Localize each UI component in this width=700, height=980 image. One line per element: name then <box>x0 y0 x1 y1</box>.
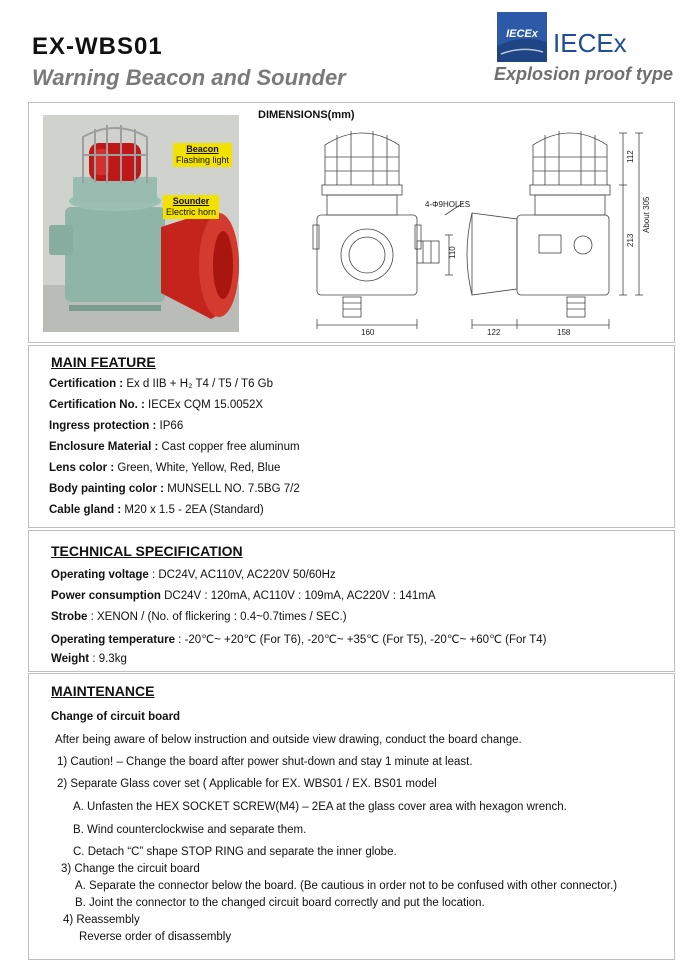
dim-122: 122 <box>487 328 501 337</box>
product-photo <box>43 115 239 332</box>
technical-spec-heading: TECHNICAL SPECIFICATION <box>51 543 243 559</box>
maintenance-step-2b: B. Wind counterclockwise and separate them. <box>73 824 307 836</box>
maintenance-intro: After being aware of below instruction and outside view drawing, conduct the board change. <box>55 734 522 746</box>
spec-power-consumption: Power consumption DC24V : 120mA, AC110V : 109mA, AC220V : 141mA <box>51 590 436 602</box>
maintenance-step-3: 3) Change the circuit board <box>61 863 200 875</box>
sounder-callout <box>163 195 219 219</box>
maintenance-section <box>28 673 675 960</box>
beacon-callout <box>173 143 232 167</box>
beacon-description: Flashing light <box>176 155 230 165</box>
maintenance-step-4: 4) Reassembly <box>63 914 140 926</box>
dim-160: 160 <box>361 328 375 337</box>
dim-158: 158 <box>557 328 571 337</box>
dim-110: 110 <box>448 246 457 259</box>
product-title: EX-WBS01 <box>32 33 163 60</box>
maintenance-heading: MAINTENANCE <box>51 683 155 699</box>
maintenance-step-2: 2) Separate Glass cover set ( Applicable for EX. WBS01 / EX. BS01 model <box>57 778 437 790</box>
feature-certification-no: Certification No. : IECEx CQM 15.0052X <box>49 399 264 411</box>
main-feature-heading: MAIN FEATURE <box>51 354 156 370</box>
spec-strobe: Strobe : XENON / (No. of flickering : 0.4~0.7times / SEC.) <box>51 611 347 623</box>
beacon-label: Beacon <box>186 144 219 154</box>
spec-weight: Weight : 9.3kg <box>51 653 127 665</box>
feature-certification: Certification : Ex d IIB + H₂ T4 / T5 / T6 Gb <box>49 378 274 390</box>
dimension-drawing <box>267 123 672 338</box>
spec-operating-voltage: Operating voltage : DC24V, AC110V, AC220V 50/60Hz <box>51 569 336 581</box>
brand-name: IECEx <box>553 28 627 58</box>
dim-about-305: About 305 <box>642 196 651 233</box>
maintenance-step-4a: Reverse order of disassembly <box>79 931 232 943</box>
maintenance-step-2a: A. Unfasten the HEX SOCKET SCREW(M4) – 2EA at the glass cover area with hexagon wrench. <box>73 801 567 813</box>
maintenance-step-2c: C. Detach “C” shape STOP RING and separate the inner globe. <box>73 846 397 858</box>
feature-cable-gland: Cable gland : M20 x 1.5 - 2EA (Standard) <box>49 504 264 516</box>
dim-112: 112 <box>626 150 635 163</box>
brand-tagline: Explosion proof type <box>494 64 674 84</box>
sounder-description: Electric horn <box>166 207 217 217</box>
spec-operating-temperature: Operating temperature : -20℃~ +20℃ (For T6), -20℃~ +35℃ (For T5), -20℃~ +60℃ (For T4) <box>51 634 547 646</box>
feature-ingress: Ingress protection : IP66 <box>49 420 184 432</box>
iecex-logo-text: IECEx <box>506 28 538 40</box>
hole-dimension-label: 4-Φ9HOLES <box>425 200 471 209</box>
feature-body-painting: Body painting color : MUNSELL NO. 7.5BG 7/2 <box>49 483 300 495</box>
feature-lens-color: Lens color : Green, White, Yellow, Red, Blue <box>49 462 281 474</box>
product-overview-panel <box>28 102 675 343</box>
maintenance-step-1: 1) Caution! – Change the board after power shut-down and stay 1 minute at least. <box>57 756 473 768</box>
iecex-logo <box>497 12 547 62</box>
feature-enclosure: Enclosure Material : Cast copper free aluminum <box>49 441 300 453</box>
maintenance-subheading: Change of circuit board <box>51 711 181 723</box>
sounder-label: Sounder <box>172 196 210 206</box>
main-feature-section <box>28 345 675 528</box>
product-subtitle: Warning Beacon and Sounder <box>32 65 346 90</box>
maintenance-step-3b: B. Joint the connector to the changed circuit board correctly and put the location. <box>75 897 485 909</box>
technical-spec-section <box>28 530 675 672</box>
dim-213: 213 <box>626 233 635 247</box>
maintenance-step-3a: A. Separate the connector below the board. (Be cautious in order not to be confused with other connector.) <box>75 880 618 892</box>
dimensions-title: DIMENSIONS(mm) <box>258 109 355 121</box>
